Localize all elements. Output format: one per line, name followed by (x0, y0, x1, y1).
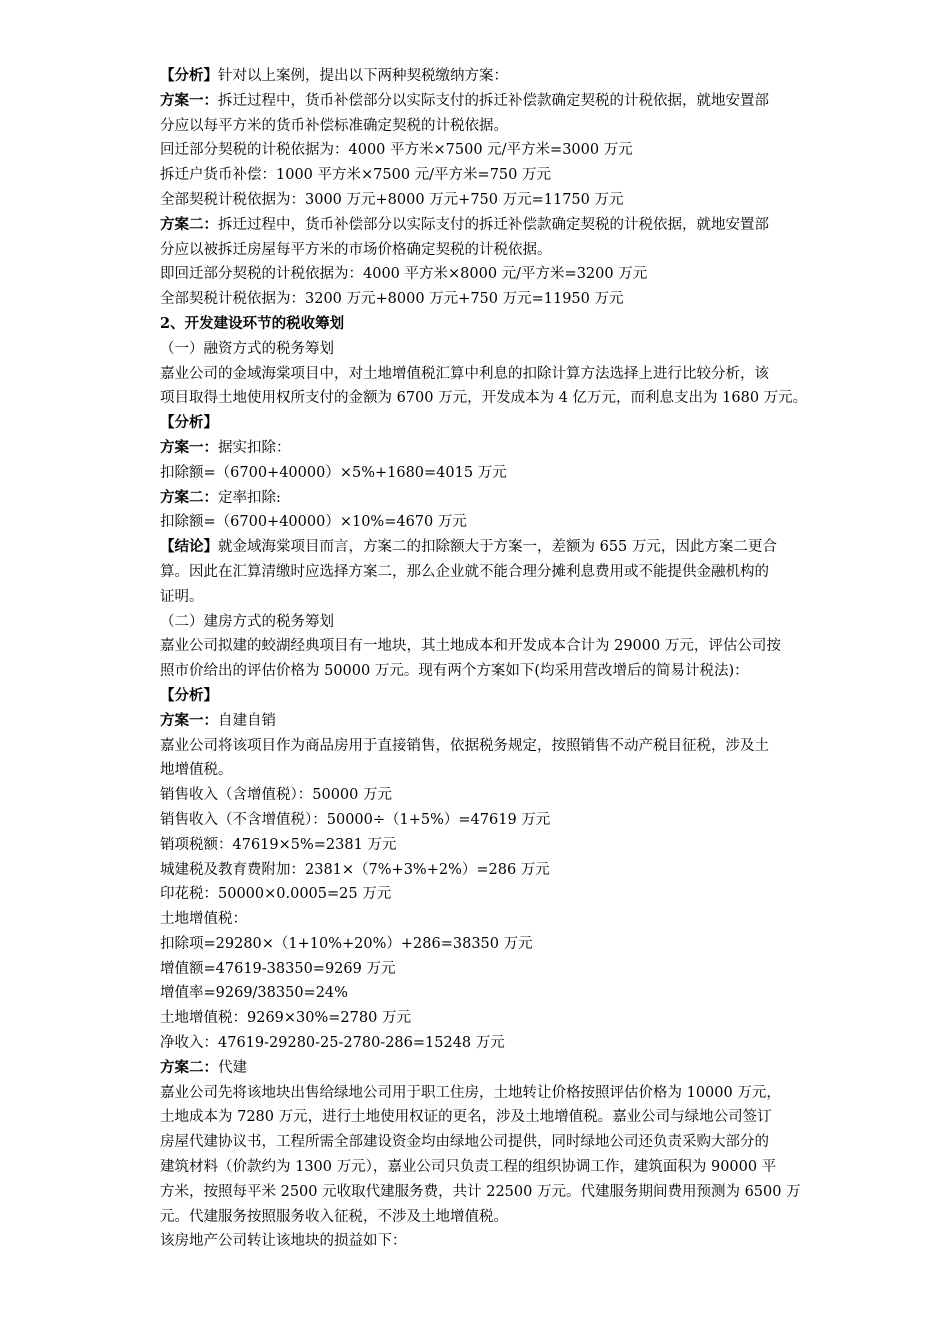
text-line (160, 610, 830, 635)
line-text: 分应以每平方米的货币补偿标准确定契税的计税依据。 (160, 117, 508, 134)
line-text: 扣除额=（6700+40000）×10%=4670 万元 (160, 514, 467, 531)
bold-label: 【结论】 (160, 538, 218, 556)
line-text: 地增值税。 (160, 762, 233, 779)
line-text: 拆迁过程中，货币补偿部分以实际支付的拆迁补偿款确定契税的计税依据，就地安置部 (218, 216, 769, 233)
text-line (160, 833, 830, 858)
line-text: 即回迁部分契税的计税依据为：4000 平方米×8000 元/平方米=3200 万元 (160, 266, 648, 283)
text-line (160, 858, 830, 883)
line-text: 印花税：50000×0.0005=25 万元 (160, 886, 392, 903)
line-text: 回迁部分契税的计税依据为：4000 平方米×7500 元/平方米=3000 万元 (160, 142, 633, 159)
text-line (160, 585, 830, 610)
bold-label: 【分析】 (160, 686, 218, 704)
text-line (160, 1180, 830, 1205)
line-text: 扣除项=29280×（1+10%+20%）+286=38350 万元 (160, 935, 533, 952)
text-line (160, 114, 830, 139)
bold-label: 方案二： (160, 215, 218, 233)
text-line (160, 709, 830, 734)
line-text: 拆迁户货币补偿：1000 平方米×7500 元/平方米=750 万元 (160, 167, 551, 184)
line-text: 土地增值税：9269×30%=2780 万元 (160, 1010, 411, 1027)
document-body (160, 64, 830, 1254)
bold-label: 方案一： (160, 711, 218, 729)
line-text: 元。代建服务按照服务收入征税，不涉及土地增值税。 (160, 1208, 508, 1225)
line-text: 增值额=47619-38350=9269 万元 (160, 960, 396, 977)
text-line (160, 163, 830, 188)
text-line (160, 560, 830, 585)
text-line (160, 461, 830, 486)
text-line (160, 981, 830, 1006)
text-line (160, 1205, 830, 1230)
text-line (160, 89, 830, 114)
line-text: 房屋代建协议书，工程所需全部建设资金均由绿地公司提供，同时绿地公司还负责采购大部分的 (160, 1134, 769, 1151)
line-text: （一）融资方式的税务筹划 (160, 340, 334, 357)
text-line (160, 510, 830, 535)
text-line (160, 684, 830, 709)
text-line (160, 535, 830, 560)
text-line (160, 362, 830, 387)
text-line (160, 1056, 830, 1081)
text-line (160, 436, 830, 461)
line-text: 销售收入（含增值税）：50000 万元 (160, 787, 392, 804)
bold-label: 2、开发建设环节的税收筹划 (160, 314, 345, 332)
line-text: 土地成本为 7280 万元，进行土地使用权证的更名，涉及土地增值税。嘉业公司与绿地公司签订 (160, 1109, 772, 1126)
text-line (160, 882, 830, 907)
text-line (160, 213, 830, 238)
text-line (160, 262, 830, 287)
line-text: 证明。 (160, 588, 204, 605)
text-line (160, 808, 830, 833)
line-text: 嘉业公司拟建的蛟湖经典项目有一地块，其土地成本和开发成本合计为 29000 万元，评估公司按 (160, 638, 781, 655)
line-text: 嘉业公司的金域海棠项目中，对土地增值税汇算中利息的扣除计算方法选择上进行比较分析，该 (160, 365, 769, 382)
bold-label: 方案一： (160, 91, 218, 109)
line-text: 城建税及教育费附加：2381×（7%+3%+2%）=286 万元 (160, 861, 550, 878)
bold-label: 【分析】 (160, 414, 218, 432)
text-line (160, 1105, 830, 1130)
line-text: 针对以上案例，提出以下两种契税缴纳方案： (218, 68, 508, 84)
line-text: 代建 (218, 1059, 247, 1076)
text-line (160, 932, 830, 957)
text-line (160, 1031, 830, 1056)
text-line (160, 411, 830, 436)
text-line (160, 634, 830, 659)
line-text: （二）建房方式的税务筹划 (160, 613, 334, 630)
line-text: 全部契税计税依据为：3000 万元+8000 万元+750 万元=11750 万元 (160, 191, 624, 208)
line-text: 分应以被拆迁房屋每平方米的市场价格确定契税的计税依据。 (160, 241, 552, 258)
line-text: 全部契税计税依据为：3200 万元+8000 万元+750 万元=11950 万元 (160, 291, 624, 308)
line-text: 照市价给出的评估价格为 50000 万元。现有两个方案如下(均采用营改增后的简易计税法)： (160, 663, 749, 680)
line-text: 土地增值税： (160, 911, 247, 928)
text-line (160, 1081, 830, 1106)
line-text: 据实扣除： (218, 439, 291, 456)
text-line (160, 312, 830, 337)
text-line (160, 386, 830, 411)
text-line (160, 1229, 830, 1254)
line-text: 定率扣除: (218, 489, 281, 506)
line-text: 算。因此在汇算清缴时应选择方案二，那么企业就不能合理分摊利息费用或不能提供金融机构的 (160, 563, 769, 580)
text-line (160, 64, 830, 89)
text-line (160, 1130, 830, 1155)
text-line (160, 138, 830, 163)
line-text: 该房地产公司转让该地块的损益如下： (160, 1233, 407, 1250)
bold-label: 方案二： (160, 488, 218, 506)
text-line (160, 486, 830, 511)
line-text: 销项税额：47619×5%=2381 万元 (160, 836, 397, 853)
line-text: 增值率=9269/38350=24% (160, 985, 348, 1002)
line-text: 嘉业公司将该项目作为商品房用于直接销售，依据税务规定，按照销售不动产税目征税，涉及土 (160, 737, 769, 754)
text-line (160, 1155, 830, 1180)
text-line (160, 287, 830, 312)
text-line (160, 659, 830, 684)
text-line (160, 1006, 830, 1031)
bold-label: 【分析】 (160, 67, 218, 84)
bold-label: 方案二： (160, 1058, 218, 1076)
text-line (160, 758, 830, 783)
text-line (160, 734, 830, 759)
text-line (160, 907, 830, 932)
line-text: 拆迁过程中，货币补偿部分以实际支付的拆迁补偿款确定契税的计税依据，就地安置部 (218, 92, 769, 109)
line-text: 建筑材料（价款约为 1300 万元），嘉业公司只负责工程的组织协调工作，建筑面积为 90000 平 (160, 1159, 777, 1176)
text-line (160, 783, 830, 808)
line-text: 嘉业公司先将该地块出售给绿地公司用于职工住房，土地转让价格按照评估价格为 10000 万元， (160, 1084, 781, 1101)
line-text: 方米，按照每平米 2500 元收取代建服务费，共计 22500 万元。代建服务期间费用预测为 6500 万 (160, 1183, 801, 1200)
line-text: 就金域海棠项目而言，方案二的扣除额大于方案一，差额为 655 万元，因此方案二更合 (218, 539, 777, 556)
text-line (160, 188, 830, 213)
line-text: 销售收入（不含增值税）：50000÷（1+5%）=47619 万元 (160, 811, 551, 828)
text-line (160, 238, 830, 263)
text-line (160, 957, 830, 982)
text-line (160, 337, 830, 362)
line-text: 净收入：47619-29280-25-2780-286=15248 万元 (160, 1035, 505, 1052)
line-text: 自建自销 (218, 712, 276, 729)
line-text: 项目取得土地使用权所支付的金额为 6700 万元，开发成本为 4 亿万元，而利息支出为 1680 万元。 (160, 390, 808, 407)
line-text: 扣除额=（6700+40000）×5%+1680=4015 万元 (160, 464, 507, 481)
bold-label: 方案一： (160, 438, 218, 456)
